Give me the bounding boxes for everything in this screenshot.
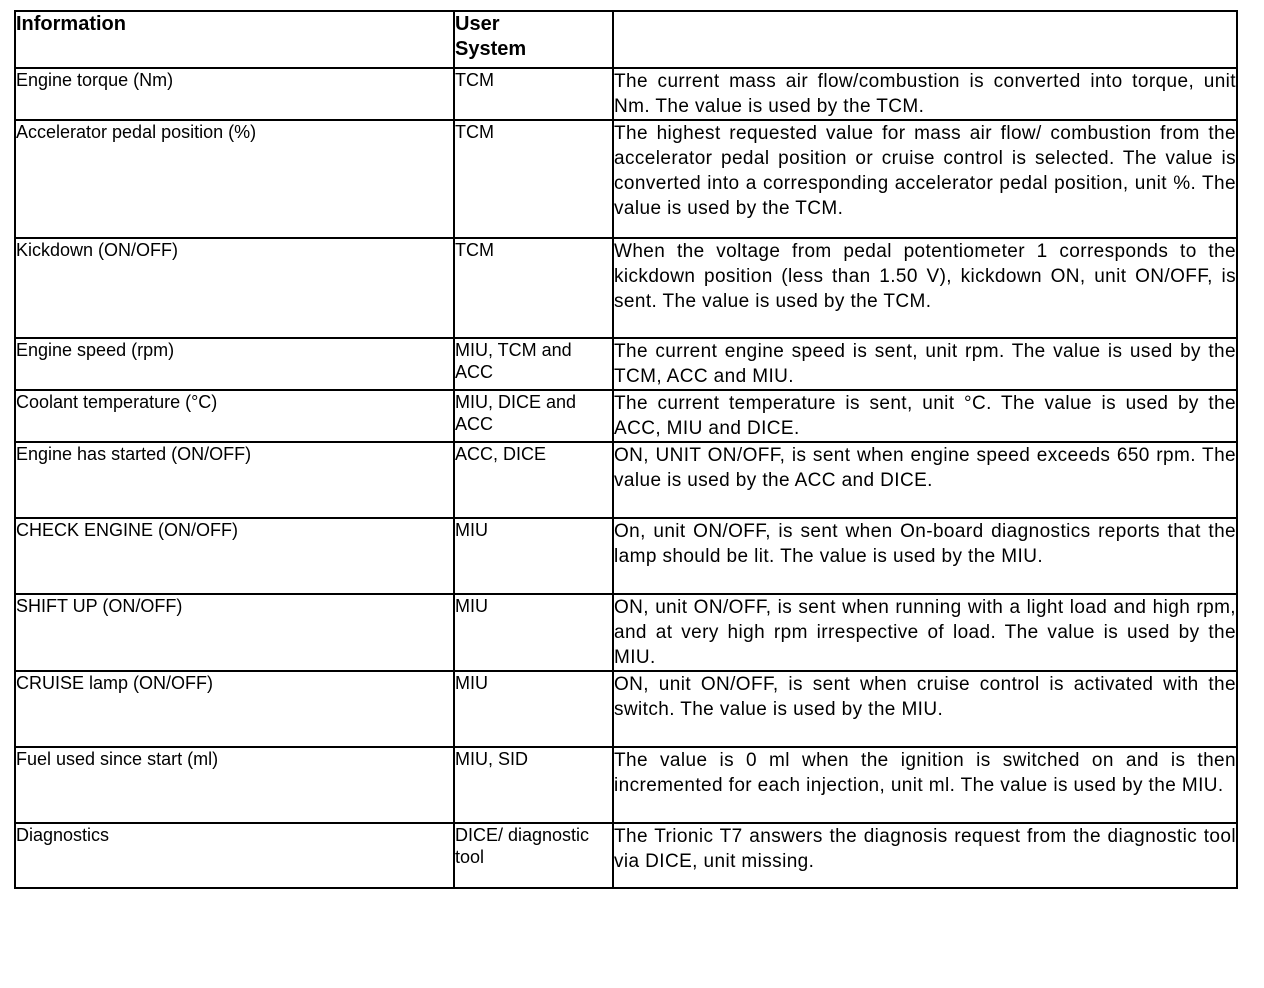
information-cell: Engine speed (rpm) <box>15 338 454 390</box>
table-row <box>15 518 1237 594</box>
description-cell: The Trionic T7 answers the diagnosis request from the diagnostic tool via DICE, unit missing. <box>613 823 1237 888</box>
user-system-cell: MIU <box>454 671 613 747</box>
description-cell: ON, unit ON/OFF, is sent when cruise control is activated with the switch. The value is used by the MIU. <box>613 671 1237 747</box>
table-row <box>15 68 1237 120</box>
information-cell: CHECK ENGINE (ON/OFF) <box>15 518 454 594</box>
description-cell: The current temperature is sent, unit °C. The value is used by the ACC, MIU and DICE. <box>613 390 1237 442</box>
description-cell: The value is 0 ml when the ignition is switched on and is then incremented for each injection, unit ml. The value is used by the MIU. <box>613 747 1237 823</box>
information-cell: Fuel used since start (ml) <box>15 747 454 823</box>
user-system-cell: TCM <box>454 120 613 238</box>
table-row <box>15 823 1237 888</box>
user-system-cell: TCM <box>454 238 613 338</box>
table-row <box>15 747 1237 823</box>
table-row <box>15 594 1237 671</box>
header-description <box>613 11 1237 68</box>
information-cell: Accelerator pedal position (%) <box>15 120 454 238</box>
user-system-cell: MIU <box>454 594 613 671</box>
header-row <box>15 11 1237 68</box>
description-cell: ON, unit ON/OFF, is sent when running with a light load and high rpm, and at very high rpm irrespective of load. The value is used by the MIU. <box>613 594 1237 671</box>
header-user-system <box>454 11 613 68</box>
header-user-system-line2: System <box>455 38 527 60</box>
header-user-system-line1: User <box>455 13 500 35</box>
information-cell: Diagnostics <box>15 823 454 888</box>
user-system-cell: MIU <box>454 518 613 594</box>
description-cell: When the voltage from pedal potentiometer 1 corresponds to the kickdown position (less than 1.50 V), kickdown ON, unit ON/OFF, is sent. The value is used by the TCM. <box>613 238 1237 338</box>
information-cell: Engine has started (ON/OFF) <box>15 442 454 518</box>
information-cell: Coolant temperature (°C) <box>15 390 454 442</box>
description-cell: The current mass air flow/combustion is converted into torque, unit Nm. The value is used by the TCM. <box>613 68 1237 120</box>
table-row <box>15 671 1237 747</box>
description-cell: The current engine speed is sent, unit rpm. The value is used by the TCM, ACC and MIU. <box>613 338 1237 390</box>
user-system-cell: TCM <box>454 68 613 120</box>
header-information: Information <box>15 11 454 68</box>
table-row <box>15 390 1237 442</box>
table-row <box>15 338 1237 390</box>
description-cell: On, unit ON/OFF, is sent when On-board diagnostics reports that the lamp should be lit. The value is used by the MIU. <box>613 518 1237 594</box>
information-cell: CRUISE lamp (ON/OFF) <box>15 671 454 747</box>
description-cell: The highest requested value for mass air flow/ combustion from the accelerator pedal position or cruise control is selected. The value is converted into a corresponding accelerator pedal position, unit %. The value is used by the TCM. <box>613 120 1237 238</box>
description-cell: ON, UNIT ON/OFF, is sent when engine speed exceeds 650 rpm. The value is used by the ACC and DICE. <box>613 442 1237 518</box>
table-row <box>15 442 1237 518</box>
table-row <box>15 238 1237 338</box>
information-cell: Kickdown (ON/OFF) <box>15 238 454 338</box>
user-system-cell: MIU, SID <box>454 747 613 823</box>
user-system-cell: MIU, TCM and ACC <box>454 338 613 390</box>
user-system-cell: ACC, DICE <box>454 442 613 518</box>
table-row <box>15 120 1237 238</box>
user-system-cell: MIU, DICE and ACC <box>454 390 613 442</box>
signal-table <box>14 10 1238 889</box>
information-cell: SHIFT UP (ON/OFF) <box>15 594 454 671</box>
information-cell: Engine torque (Nm) <box>15 68 454 120</box>
user-system-cell: DICE/ diagnostic tool <box>454 823 613 888</box>
